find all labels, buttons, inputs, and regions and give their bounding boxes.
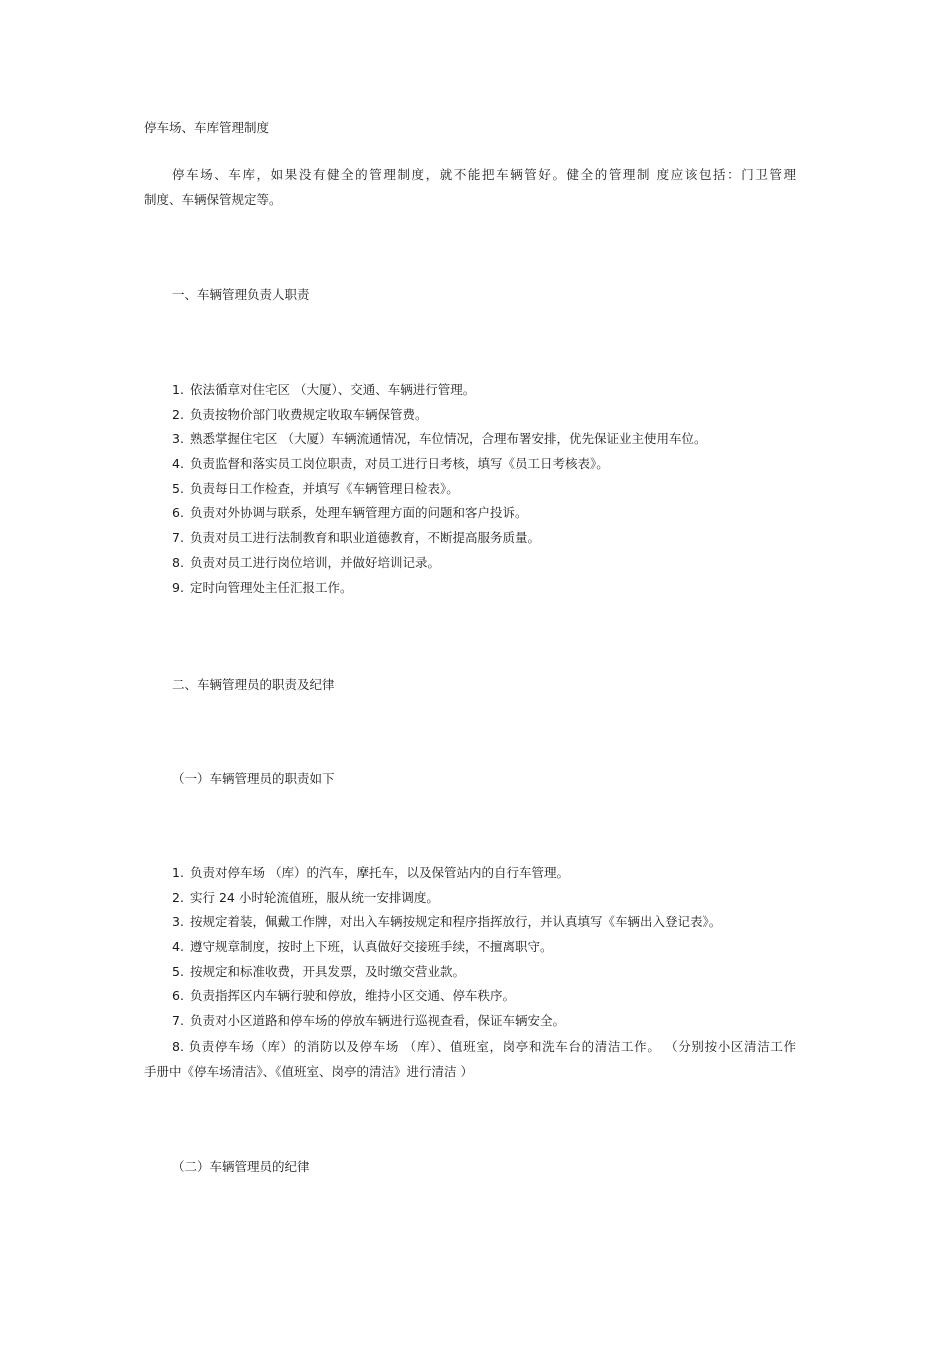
item-text: 负责对小区道路和停车场的停放车辆进行巡视查看，保证车辆安全。	[189, 1013, 565, 1029]
list-item	[172, 430, 706, 455]
subsection-1-item-8	[144, 1034, 796, 1084]
item-8-line-2: 手册中《停车场清洁》、《值班室、岗亭的清洁》进行清洁 ）	[144, 1064, 473, 1079]
item-text: 熟悉掌握住宅区 （大厦）车辆流通情况，车位情况，合理布署安排，优先保证业主使用车位。	[189, 431, 707, 447]
item-text: 负责对停车场 （库）的汽车，摩托车，以及保管站内的自行车管理。	[189, 865, 569, 880]
list-item	[172, 889, 721, 914]
list-item	[172, 554, 706, 579]
item-text: 遵守规章制度，按时上下班，认真做好交接班手续，不擅离职守。	[189, 939, 553, 955]
list-item	[172, 504, 706, 529]
item-number: 5.	[172, 963, 184, 979]
list-item	[172, 529, 706, 554]
intro-line-2: 制度、车辆保管规定等。	[144, 192, 282, 207]
item-number: 7.	[172, 1013, 184, 1029]
item-text: 依法循章对住宅区 （大厦）、交通、车辆进行管理。	[189, 382, 476, 397]
list-item	[172, 913, 721, 938]
section-2-heading: 二、车辆管理员的职责及纪律	[172, 677, 335, 692]
section-1-list	[172, 381, 706, 603]
list-item	[172, 579, 706, 604]
item-text: 负责对外协调与联系，处理车辆管理方面的问题和客户投诉。	[189, 505, 528, 521]
item-text: 负责停车场（库）的消防以及停车场 （库）、值班室，岗亭和洗车台的清洁工作。 （分别按小区清洁工作	[188, 1039, 796, 1054]
section-1-heading: 一、车辆管理负责人职责	[172, 287, 310, 302]
list-item	[172, 381, 706, 406]
item-text: 负责对员工进行岗位培训，并做好培训记录。	[189, 554, 440, 570]
intro-line-1: 停车场、车库，如果没有健全的管理制度，就不能把车辆管好。健全的管理制 度应该包括：门卫管理	[172, 167, 796, 182]
list-item	[172, 938, 721, 963]
item-number: 6.	[172, 505, 184, 521]
list-item	[172, 987, 721, 1012]
subsection-1-list	[172, 864, 721, 1037]
item-text: 负责监督和落实员工岗位职责，对员工进行日考核，填写《员工日考核表》。	[189, 456, 609, 472]
item-text: 负责每日工作检查，并填写《车辆管理日检表》。	[189, 480, 459, 496]
item-text: 负责按物价部门收费规定收取车辆保管费。	[189, 406, 428, 422]
item-number: 9.	[172, 579, 184, 595]
item-8-line-1	[144, 1034, 796, 1059]
item-text: 负责指挥区内车辆行驶和停放，维持小区交通、停车秩序。	[189, 988, 515, 1004]
item-number: 7.	[172, 530, 184, 546]
item-text: 按规定着装，佩戴工作牌，对出入车辆按规定和程序指挥放行，并认真填写《车辆出入登记表》。	[189, 914, 722, 930]
list-item	[172, 455, 706, 480]
intro-paragraph	[144, 162, 796, 212]
list-item	[172, 480, 706, 505]
list-item	[172, 406, 706, 431]
subsection-2-heading: （二）车辆管理员的纪律	[172, 1159, 310, 1174]
item-number: 1.	[172, 382, 184, 397]
item-number: 1.	[172, 865, 184, 880]
item-text: 定时向管理处主任汇报工作。	[189, 579, 353, 595]
item-number: 3.	[172, 431, 184, 447]
item-number: 3.	[172, 914, 184, 930]
item-text: 按规定和标准收费，开具发票，及时缴交营业款。	[189, 963, 465, 979]
subsection-1-heading: （一）车辆管理员的职责如下	[172, 771, 335, 786]
item-number: 6.	[172, 988, 184, 1004]
item-number: 4.	[172, 939, 184, 955]
document-title: 停车场、车库管理制度	[144, 120, 270, 135]
item-text: 负责对员工进行法制教育和职业道德教育，不断提高服务质量。	[189, 530, 540, 546]
item-number: 8.	[172, 1039, 184, 1054]
list-item	[172, 864, 721, 889]
item-number: 4.	[172, 456, 184, 472]
list-item	[172, 963, 721, 988]
item-number: 8.	[172, 554, 184, 570]
item-number: 5.	[172, 480, 184, 496]
item-number: 2.	[172, 889, 184, 905]
item-number: 2.	[172, 406, 184, 422]
item-text: 实行 24 小时轮流值班，服从统一安排调度。	[189, 889, 439, 905]
